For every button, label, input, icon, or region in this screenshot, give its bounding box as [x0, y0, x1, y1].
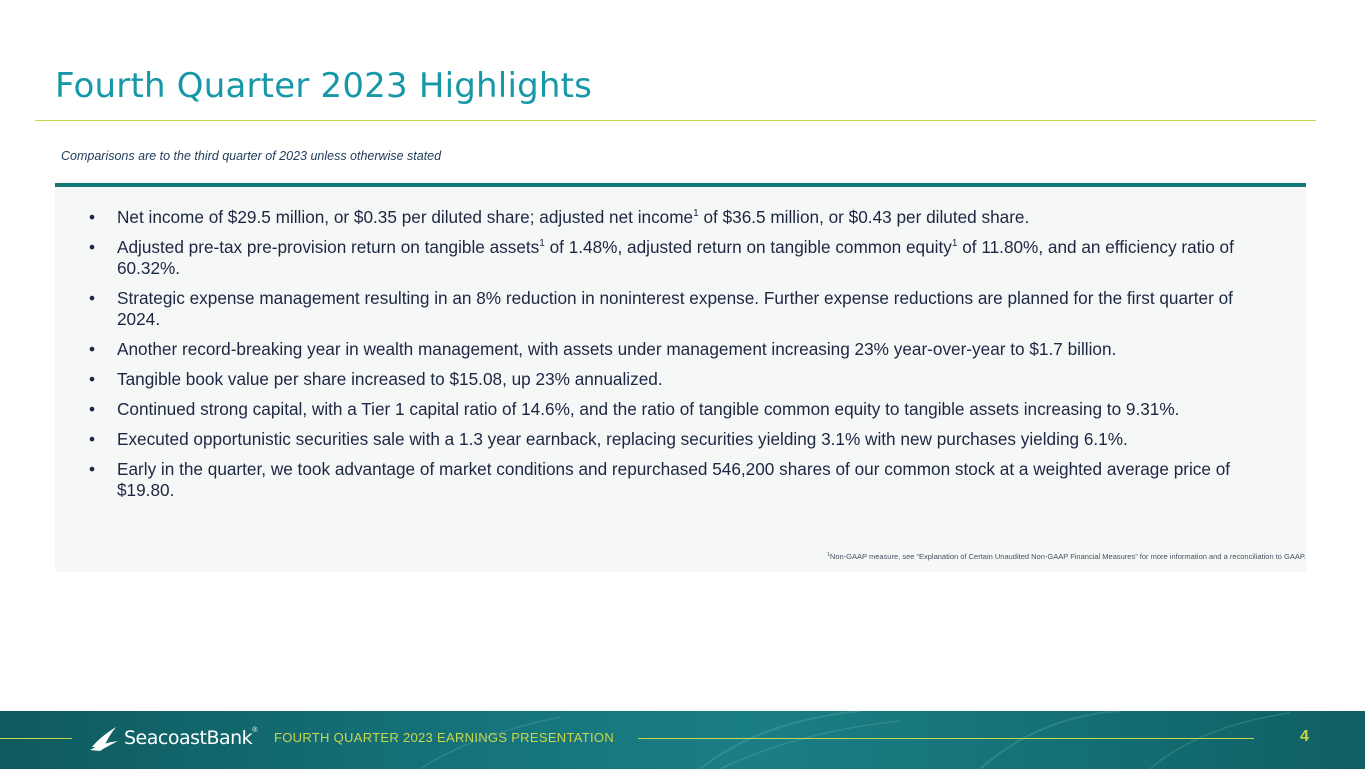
- bullet-dot: •: [89, 459, 96, 479]
- footnote-marker: 1: [693, 208, 699, 219]
- highlight-item: • Another record-breaking year in wealth management, with assets under management increasing 23% year-over-year to $1.7 billion.: [89, 339, 1117, 359]
- highlight-item: • Early in the quarter, we took advantage of market conditions and repurchased 546,200 shares of our common stock at a weighted average price of $19.80.: [89, 459, 1231, 500]
- slide-footer: [0, 711, 1365, 769]
- bullet-dot: •: [89, 429, 96, 449]
- footnote-marker: 1: [951, 238, 958, 249]
- slide-subtitle: Comparisons are to the third quarter of 2023 unless otherwise stated: [61, 149, 442, 163]
- presentation-label: FOURTH QUARTER 2023 EARNINGS PRESENTATION: [274, 730, 615, 745]
- footnote: $^1$Non-GAAP measure, see “Explanation of Certain Unaudited Non-GAAP Financial Measures” for more information and a reconciliation to GAAP.: [827, 552, 1306, 561]
- highlight-item: • Adjusted pre-tax pre-provision return on tangible assets$^1$ of 1.48%, adjusted return on tangible common equity$^1$ of 11.80%, and an efficiency ratio of 60.32%.: [89, 237, 1234, 278]
- bullet-dot: •: [89, 207, 96, 227]
- footer-rule-right: [638, 738, 1254, 739]
- footnote-marker: 1: [827, 552, 830, 558]
- highlight-item: • Continued strong capital, with a Tier 1 capital ratio of 14.6%, and the ratio of tangible common equity to tangible assets increasing to 9.31%.: [89, 399, 1180, 419]
- bullet-dot: •: [89, 399, 96, 419]
- footer-rule-left: [0, 738, 72, 739]
- brand-name: SeacoastBank: [124, 727, 253, 749]
- highlights-list: [89, 207, 1279, 510]
- slide-title: Fourth Quarter 2023 Highlights: [55, 66, 593, 106]
- highlight-item: • Strategic expense management resulting in an 8% reduction in noninterest expense. Further expense reductions are planned for the first quarter of 2024.: [89, 288, 1233, 329]
- footnote-marker: 1: [539, 238, 545, 249]
- highlight-item: • Net income of $29.5 million, or $0.35 per diluted share; adjusted net income$^1$ of $36.5 million, or $0.43 per diluted share.: [89, 207, 1030, 227]
- wave-logo-icon: [90, 725, 120, 751]
- highlight-item: • Tangible book value per share increased to $15.08, up 23% annualized.: [89, 369, 663, 389]
- page-number: 4: [1300, 728, 1309, 745]
- bullet-dot: •: [89, 237, 96, 257]
- highlight-item: • Executed opportunistic securities sale with a 1.3 year earnback, replacing securities yielding 3.1% with new purchases yielding 6.1%.: [89, 429, 1128, 449]
- highlights-panel: [55, 183, 1306, 572]
- registered-mark: ®: [252, 727, 258, 734]
- bullet-dot: •: [89, 369, 96, 389]
- bullet-dot: •: [89, 288, 96, 308]
- bullet-dot: •: [89, 339, 96, 359]
- title-divider: [35, 120, 1316, 121]
- seacoast-bank-logo: [90, 723, 257, 753]
